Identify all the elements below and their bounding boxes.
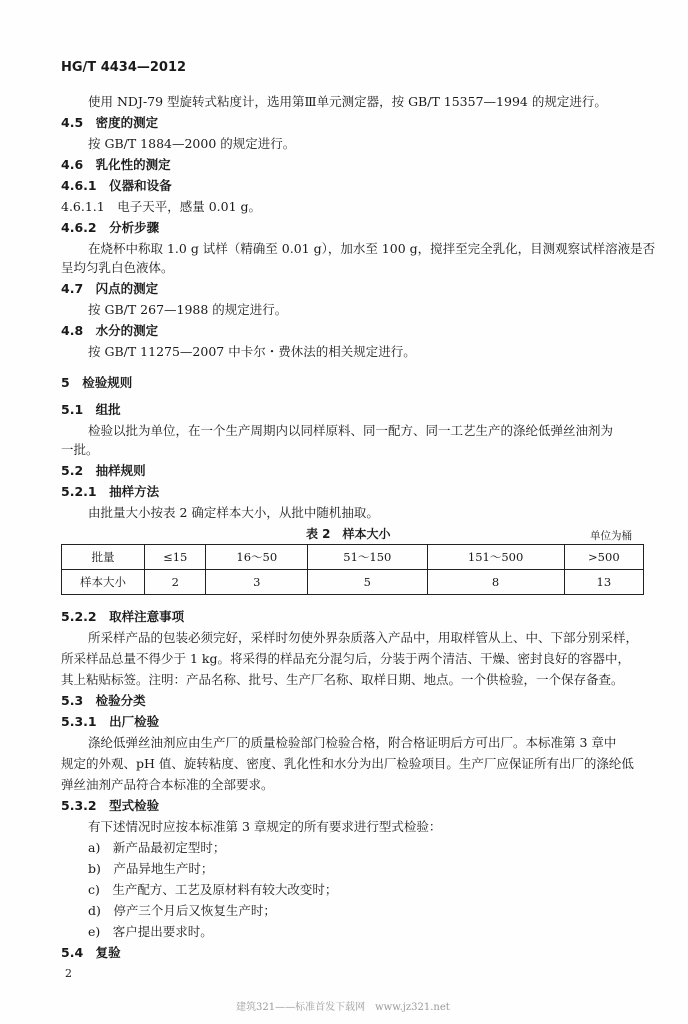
- section-4-5-heading: 4.5 密度的测定: [61, 115, 159, 130]
- table-cell: 13: [564, 570, 643, 595]
- table-cell: 批量: [62, 545, 145, 570]
- sample-size-table: [61, 544, 644, 595]
- section-4-6-heading: 4.6 乳化性的测定: [61, 157, 171, 172]
- paragraph-emulsify-line2: 呈均匀乳白色液体。: [61, 260, 174, 275]
- list-item: c) 生产配方、工艺及原材料有较大改变时；: [88, 882, 338, 897]
- paragraph-batch-line2: 一批。: [61, 442, 99, 457]
- section-5-3-1-heading: 5.3.1 出厂检验: [61, 714, 160, 729]
- paragraph-factory-line1: 涤纶低弹丝油剂应由生产厂的质量检验部门检验合格，附合格证明后方可出厂。本标准第 3 章中: [88, 735, 617, 750]
- standard-code-header: HG/T 4434—2012: [61, 60, 187, 75]
- table-cell: 16～50: [206, 545, 308, 570]
- paragraph-emulsify-line1: 在烧杯中称取 1.0 g 试样（精确至 0.01 g），加水至 100 g，搅拌至完全乳化，目测观察试样溶液是否: [88, 241, 656, 256]
- table-cell: 8: [427, 570, 564, 595]
- section-4-6-1-heading: 4.6.1 仪器和设备: [61, 178, 172, 193]
- table-cell: 样本大小: [62, 570, 145, 595]
- paragraph-sampling-line2: 所采样品总量不得少于 1 kg。将采得的样品充分混匀后，分装于两个清洁、干燥、密封良好的容器中，: [61, 651, 630, 666]
- paragraph-sampling-method: 由批量大小按表 2 确定样本大小，从批中随机抽取。: [88, 505, 379, 520]
- paragraph-batch-line1: 检验以批为单位，在一个生产周期内以同样原料、同一配方、同一工艺生产的涤纶低弹丝油剂为: [88, 423, 614, 438]
- section-5-3-heading: 5.3 检验分类: [61, 693, 146, 708]
- section-5-2-1-heading: 5.2.1 抽样方法: [61, 484, 160, 499]
- paragraph-sampling-line3: 其上粘贴标签。注明：产品名称、批号、生产厂名称、取样日期、地点。一个供检验，一个保存备查。: [61, 672, 624, 687]
- table-cell: 5: [308, 570, 427, 595]
- paragraph-density: 按 GB/T 1884—2000 的规定进行。: [88, 136, 296, 151]
- table-cell: 51～150: [308, 545, 427, 570]
- section-5-2-heading: 5.2 抽样规则: [61, 463, 146, 478]
- section-5-1-heading: 5.1 组批: [61, 402, 121, 417]
- section-5-4-heading: 5.4 复验: [61, 945, 121, 960]
- section-4-8-heading: 4.8 水分的测定: [61, 323, 159, 338]
- section-5-heading: 5 检验规则: [61, 375, 133, 390]
- paragraph-water: 按 GB/T 11275—2007 中卡尔・费休法的相关规定进行。: [88, 344, 416, 359]
- section-5-3-2-heading: 5.3.2 型式检验: [61, 798, 160, 813]
- table-caption: 表 2 样本大小: [306, 527, 391, 541]
- list-item: d) 停产三个月后又恢复生产时；: [88, 903, 276, 918]
- list-item: e) 客户提出要求时。: [88, 924, 213, 939]
- section-4-6-2-heading: 4.6.2 分析步骤: [61, 220, 160, 235]
- list-item: b) 产品异地生产时；: [88, 861, 214, 876]
- table-row: [62, 545, 644, 570]
- watermark-footer: 建筑321——标准首发下载网 www.jz321.net: [236, 1002, 450, 1013]
- page-number: 2: [65, 967, 72, 980]
- paragraph-flashpoint: 按 GB/T 267—1988 的规定进行。: [88, 302, 288, 317]
- list-item: a) 新产品最初定型时；: [88, 840, 226, 855]
- paragraph-viscosity: 使用 NDJ-79 型旋转式粘度计，选用第Ⅲ单元测定器，按 GB/T 15357—1994 的规定进行。: [88, 94, 607, 109]
- table-cell: ≤15: [145, 545, 206, 570]
- paragraph-sampling-line1: 所采样产品的包装必须完好，采样时勿使外界杂质落入产品中，用取样管从上、中、下部分别采样，: [88, 630, 639, 645]
- paragraph-factory-line3: 弹丝油剂产品符合本标准的全部要求。: [61, 777, 274, 792]
- table-cell: 151～500: [427, 545, 564, 570]
- table-unit: 单位为桶: [590, 530, 632, 542]
- paragraph-factory-line2: 规定的外观、pH 值、旋转粘度、密度、乳化性和水分为出厂检验项目。生产厂应保证所有出厂的涤纶低: [61, 756, 634, 771]
- section-4-7-heading: 4.7 闪点的测定: [61, 281, 159, 296]
- table-cell: 3: [206, 570, 308, 595]
- paragraph-type-test: 有下述情况时应按本标准第 3 章规定的所有要求进行型式检验：: [88, 819, 442, 834]
- section-5-2-2-heading: 5.2.2 取样注意事项: [61, 609, 185, 624]
- table-cell: >500: [564, 545, 643, 570]
- table-row: [62, 570, 644, 595]
- table-cell: 2: [145, 570, 206, 595]
- paragraph-balance: 4.6.1.1 电子天平，感量 0.01 g。: [61, 199, 262, 214]
